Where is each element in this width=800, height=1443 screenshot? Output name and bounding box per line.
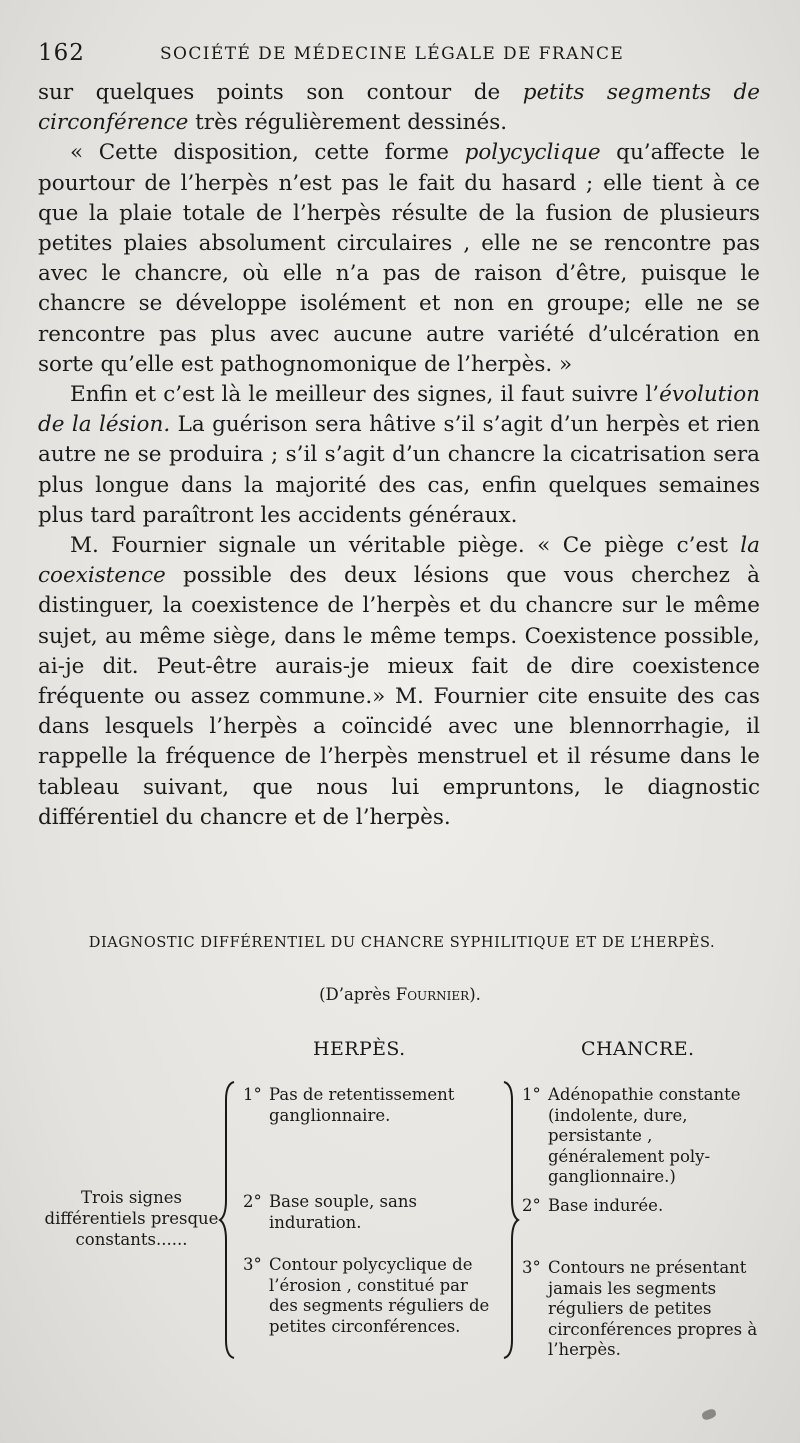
source-suffix: ). xyxy=(469,985,481,1004)
page-number: 162 xyxy=(38,40,85,66)
herpes-2-text: Base souple, sans induration. xyxy=(269,1192,417,1232)
p4-text-a: M. Fournier signale un véritable piège. « Ce piège c’est xyxy=(70,533,741,559)
chancre-1-num: 1° xyxy=(522,1085,541,1104)
chancre-sign-3 xyxy=(522,1258,766,1361)
p1-italic: petits segments de circonférence xyxy=(38,80,760,136)
chancre-3-text: Contours ne présentant jamais les segments réguliers de petites circonférences propres à l’herpès. xyxy=(548,1258,758,1359)
chancre-sign-2 xyxy=(522,1196,766,1217)
column-header-chancre: CHANCRE. xyxy=(581,1038,695,1060)
row-label: Trois signes différentiels presque constants...... xyxy=(44,1188,219,1249)
herpes-1-num: 1° xyxy=(243,1085,262,1104)
chancre-1-text: Adénopathie constante (indolente, dure, persistante , généralement poly-ganglionnaire.) xyxy=(548,1085,741,1186)
herpes-sign-1 xyxy=(243,1085,493,1126)
p2-text-b: qu’affecte le pourtour de l’herpès n’est pas le fait du hasard ; elle tient à ce que la plaie totale de l’herpès résulte de la fusion de plusieurs petites plaies absolument circulaires , elle ne se rencontre pas avec le chancre, où elle n’a pas de raison d’être, puisque le chancre se développe isolément et non en groupe; elle ne se rencontre pas plus avec aucune autre variété d’ulcération en sorte qu’elle est pathognomonique de l’herpès. » xyxy=(38,140,760,377)
paragraph-3 xyxy=(38,380,760,531)
page-header xyxy=(38,40,762,70)
paragraph-4 xyxy=(38,531,760,833)
p4-italic: la coexistence xyxy=(38,533,760,589)
herpes-sign-2 xyxy=(243,1192,493,1233)
left-brace xyxy=(218,1080,238,1360)
p2-text-a: « Cette disposition, cette forme xyxy=(70,140,465,166)
table-source xyxy=(0,985,800,1004)
p4-text-b: possible des deux lésions que vous cherchez à distinguer, la coexistence de l’herpès et du chancre sur le même sujet, au même siège, dans le même temps. Coexistence possible, ai-je dit. Peut-être aurais-je mieux fait de dire coexistence fréquente ou assez commune.» M. Fournier cite ensuite des cas dans lesquels l’herpès a coïncidé avec une blennorrhagie, il rappelle la fréquence de l’herpès menstruel et il résume dans le tableau suivant, que nous lui empruntons, le diagnostic différentiel du chancre et de l’herpès. xyxy=(38,563,760,830)
p1-text-b: très régulièrement dessinés. xyxy=(188,110,508,136)
herpes-3-text: Contour polycyclique de l’érosion , constitué par des segments réguliers de petites circonférences. xyxy=(269,1255,490,1336)
body-text xyxy=(38,78,760,833)
source-prefix: (D’après xyxy=(319,985,396,1004)
p3-text-a: Enfin et c’est là le meilleur des signes, il faut suivre l’ xyxy=(70,382,660,408)
paragraph-1 xyxy=(38,78,760,138)
column-header-herpes: HERPÈS. xyxy=(313,1038,406,1060)
p3-italic: évolution de la lésion. xyxy=(38,382,760,438)
paragraph-2 xyxy=(38,138,760,380)
chancre-3-num: 3° xyxy=(522,1258,541,1277)
middle-brace xyxy=(500,1080,520,1360)
p1-text-a: sur quelques points son contour de xyxy=(38,80,523,105)
ink-stain xyxy=(701,1408,717,1421)
chancre-2-text: Base indurée. xyxy=(548,1196,664,1215)
herpes-3-num: 3° xyxy=(243,1255,262,1274)
herpes-sign-3 xyxy=(243,1255,493,1337)
source-author: Fournier xyxy=(395,985,470,1004)
chancre-2-num: 2° xyxy=(522,1196,541,1215)
p3-text-b: La guérison sera hâtive s’il s’agit d’un herpès et rien autre ne se produira ; s’il s’agit d’un chancre la cicatrisation sera plus longue dans la majorité des cas, enfin quelques semaines plus tard paraîtront les accidents généraux. xyxy=(38,412,760,528)
running-title: SOCIÉTÉ DE MÉDECINE LÉGALE DE FRANCE xyxy=(160,44,625,64)
herpes-2-num: 2° xyxy=(243,1192,262,1211)
table-title: DIAGNOSTIC DIFFÉRENTIEL DU CHANCRE SYPHILITIQUE ET DE L’HERPÈS. xyxy=(88,935,716,951)
herpes-1-text: Pas de retentissement ganglionnaire. xyxy=(269,1085,455,1125)
p2-italic: polycyclique xyxy=(464,140,601,166)
chancre-sign-1 xyxy=(522,1085,766,1188)
